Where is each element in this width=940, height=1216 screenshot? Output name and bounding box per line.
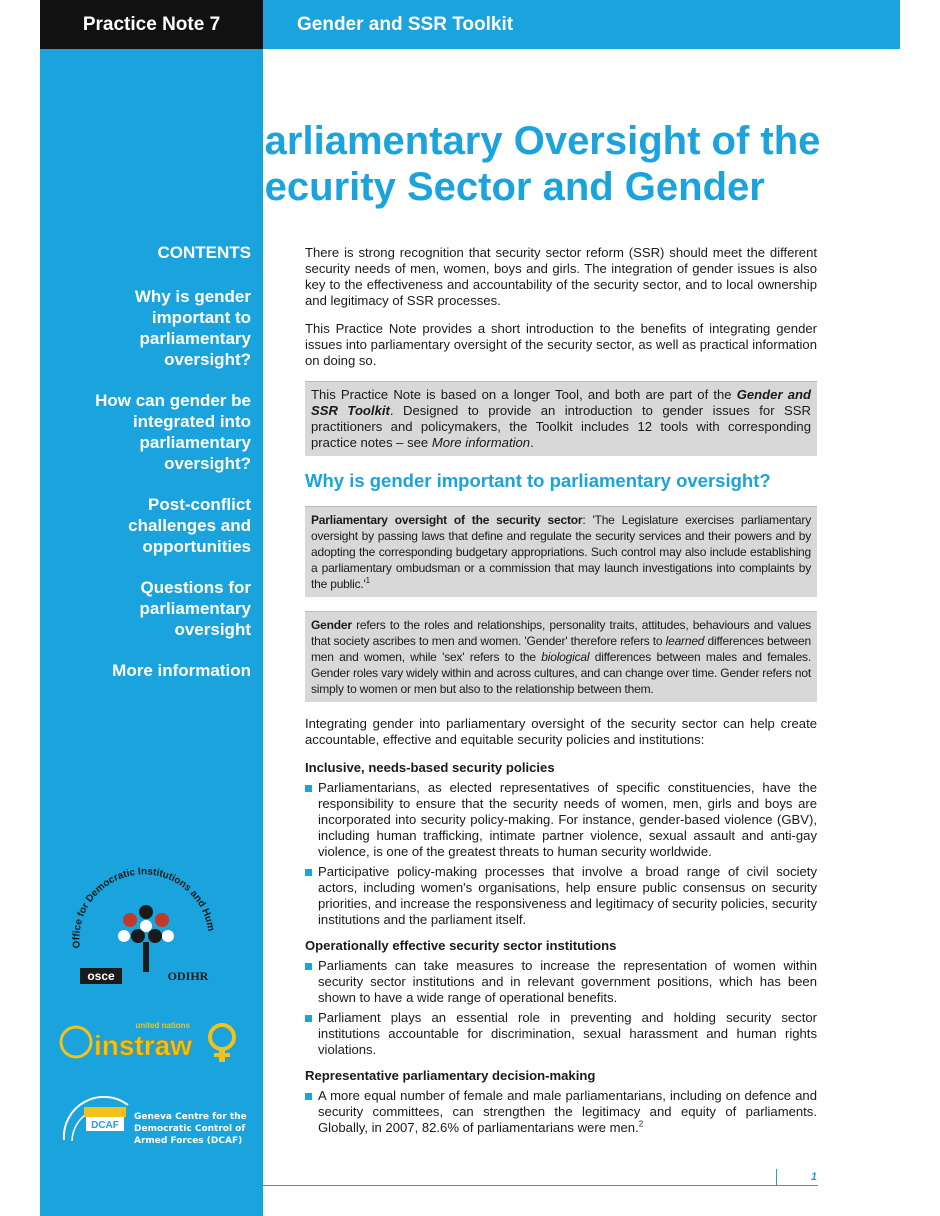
definition-gender-learned: learned xyxy=(665,634,705,648)
dcaf-logo xyxy=(58,1085,248,1155)
bullet-list-inclusive xyxy=(305,780,817,928)
footer-rule xyxy=(263,1185,818,1186)
contents-item-why-gender[interactable]: Why is gender important to parliamentary oversight? xyxy=(134,287,251,369)
box-toolkit-title: Gender and SSR Toolkit xyxy=(311,387,811,418)
intro-paragraph-2: This Practice Note provides a short introduction to the benefits of integrating gender issues into parliamentary oversight of the security sector, as well as practical information on doing so. xyxy=(305,321,817,368)
toolkit-info-box xyxy=(305,381,817,456)
odihr-logo xyxy=(58,860,248,995)
logo-column xyxy=(58,860,248,1160)
bullet-icon xyxy=(305,1093,312,1100)
box-text-e: . xyxy=(530,435,534,450)
footnote-ref-1[interactable]: 1 xyxy=(365,576,370,585)
box-text-c: . Designed to provide an introduction to gender issues for SSR practitioners and policymakers, the Toolkit includes 12 tools with corresponding practice notes – see xyxy=(311,403,811,450)
definition-gender-biological: biological xyxy=(541,650,590,664)
footnote-ref-2[interactable]: 2 xyxy=(638,1119,644,1129)
list-item xyxy=(305,1010,817,1058)
contents-item-more-info[interactable]: More information xyxy=(112,661,251,680)
contents-nav xyxy=(60,242,251,701)
page-title xyxy=(238,118,878,210)
dcaf-line-3: Armed Forces (DCAF) xyxy=(134,1136,243,1146)
bullet-list-representative xyxy=(305,1088,817,1136)
odihr-text: ODIHR xyxy=(167,969,209,983)
subheading-representative: Representative parliamentary decision-making xyxy=(305,1068,596,1083)
instraw-un-text: united nations xyxy=(135,1021,190,1030)
title-line-1: Parliamentary Oversight of the xyxy=(238,119,821,163)
instraw-logo xyxy=(58,1015,248,1070)
bullet-icon xyxy=(305,785,312,792)
bullet-text: Parliaments can take measures to increase the representation of women within security sector institutions and in relevant government positions, which has been shown to have a wide range of operational benefits. xyxy=(318,958,817,1005)
dcaf-line-1: Geneva Centre for the xyxy=(134,1112,247,1122)
osce-text: osce xyxy=(87,969,115,983)
bullet-icon xyxy=(305,963,312,970)
definition-term-gender: Gender xyxy=(311,618,352,632)
bullet-text: Parliament plays an essential role in preventing and holding security sector institutions accountable for discrimination, sexual harassment and human rights violations. xyxy=(318,1010,817,1057)
subheading-inclusive-policies: Inclusive, needs-based security policies xyxy=(305,760,555,775)
contents-item-questions[interactable]: Questions for parliamentary oversight xyxy=(139,578,251,639)
list-item xyxy=(305,864,817,928)
dcaf-line-2: Democratic Control of xyxy=(134,1124,246,1134)
definition-box-parliamentary-oversight xyxy=(305,506,817,597)
bullet-text: Participative policy-making processes that involve a broad range of civil society actors, including women's organisations, help ensure public consensus on security priorities, and increase the responsiveness and legitimacy of security policies, security institutions and the parliament itself. xyxy=(318,864,817,927)
bullet-text: Parliamentarians, as elected representatives of specific constituencies, have the responsibility to ensure that the security needs of women, men, girls and boys are incorporated into security policy-making. For instance, gender-based violence (GBV), including human trafficking, intimate partner violence, sexual assault and anti-gay violence, is one of the greatest threats to human security worldwide. xyxy=(318,780,817,859)
contents-heading: CONTENTS xyxy=(157,243,251,262)
list-item xyxy=(305,780,817,860)
definition-gender-text-a: refers to the roles and relationships, personality traits, attitudes, behaviours and values that society ascribes to men and women. 'Gender' therefore refers to xyxy=(311,618,811,648)
definition-gender-text-e: differences between males and females. Gender roles vary widely within and across cultures, and can change over time. Gender refers not simply to women or men but also to the relationship between them. xyxy=(311,650,811,696)
contents-item-how-gender[interactable]: How can gender be integrated into parliamentary oversight? xyxy=(95,391,251,473)
title-line-2: Security Sector and Gender xyxy=(238,165,765,209)
integration-paragraph: Integrating gender into parliamentary oversight of the security sector can help create accountable, effective and equitable security policies and institutions: xyxy=(305,716,817,747)
page-number: 1 xyxy=(776,1169,817,1186)
contents-item-post-conflict[interactable]: Post-conflict challenges and opportunities xyxy=(128,495,251,556)
section-heading-why-gender: Why is gender important to parliamentary oversight? xyxy=(305,470,771,491)
box-more-info-link[interactable]: More information xyxy=(431,435,531,450)
practice-note-label: Practice Note 7 xyxy=(40,0,263,49)
instraw-text: instraw xyxy=(94,1030,193,1061)
bullet-icon xyxy=(305,1015,312,1022)
list-item xyxy=(305,958,817,1006)
bullet-icon xyxy=(305,869,312,876)
main-content xyxy=(305,245,817,1142)
toolkit-label: Gender and SSR Toolkit xyxy=(297,14,514,35)
list-item xyxy=(305,1088,817,1136)
dcaf-mark: DCAF xyxy=(91,1120,119,1131)
definition-term-oversight: Parliamentary oversight of the security sector xyxy=(311,513,583,527)
definition-box-gender xyxy=(305,611,817,702)
bullet-list-operational xyxy=(305,958,817,1058)
definition-text-oversight: : 'The Legislature exercises parliamentary oversight by passing laws that define and regulate the security services and their powers and by adopting the corresponding budgetary appropriations. Such control may also include establishing a parliamentary ombudsman or a commission that may launch investigations into complaints by the public.' xyxy=(311,513,812,591)
definition-gender-text-c: differences between men and women, while 'sex' refers to the xyxy=(311,634,811,664)
bullet-text: A more equal number of female and male parliamentarians, including on defence and security committees, can strengthen the legitimacy and equity of parliaments. Globally, in 2007, 82.6% of parliamentarians were men. xyxy=(318,1088,817,1135)
odihr-arc-text: Office for Democratic Institutions and Hum xyxy=(71,866,217,949)
intro-paragraph-1: There is strong recognition that security sector reform (SSR) should meet the different security needs of men, women, boys and girls. The integration of gender issues is also key to the effectiveness and accountability of the security sector, and to local ownership and legitimacy of SSR processes. xyxy=(305,245,817,308)
subheading-operational-effectiveness: Operationally effective security sector institutions xyxy=(305,938,617,953)
box-text-a: This Practice Note is based on a longer Tool, and both are part of the xyxy=(311,387,737,402)
